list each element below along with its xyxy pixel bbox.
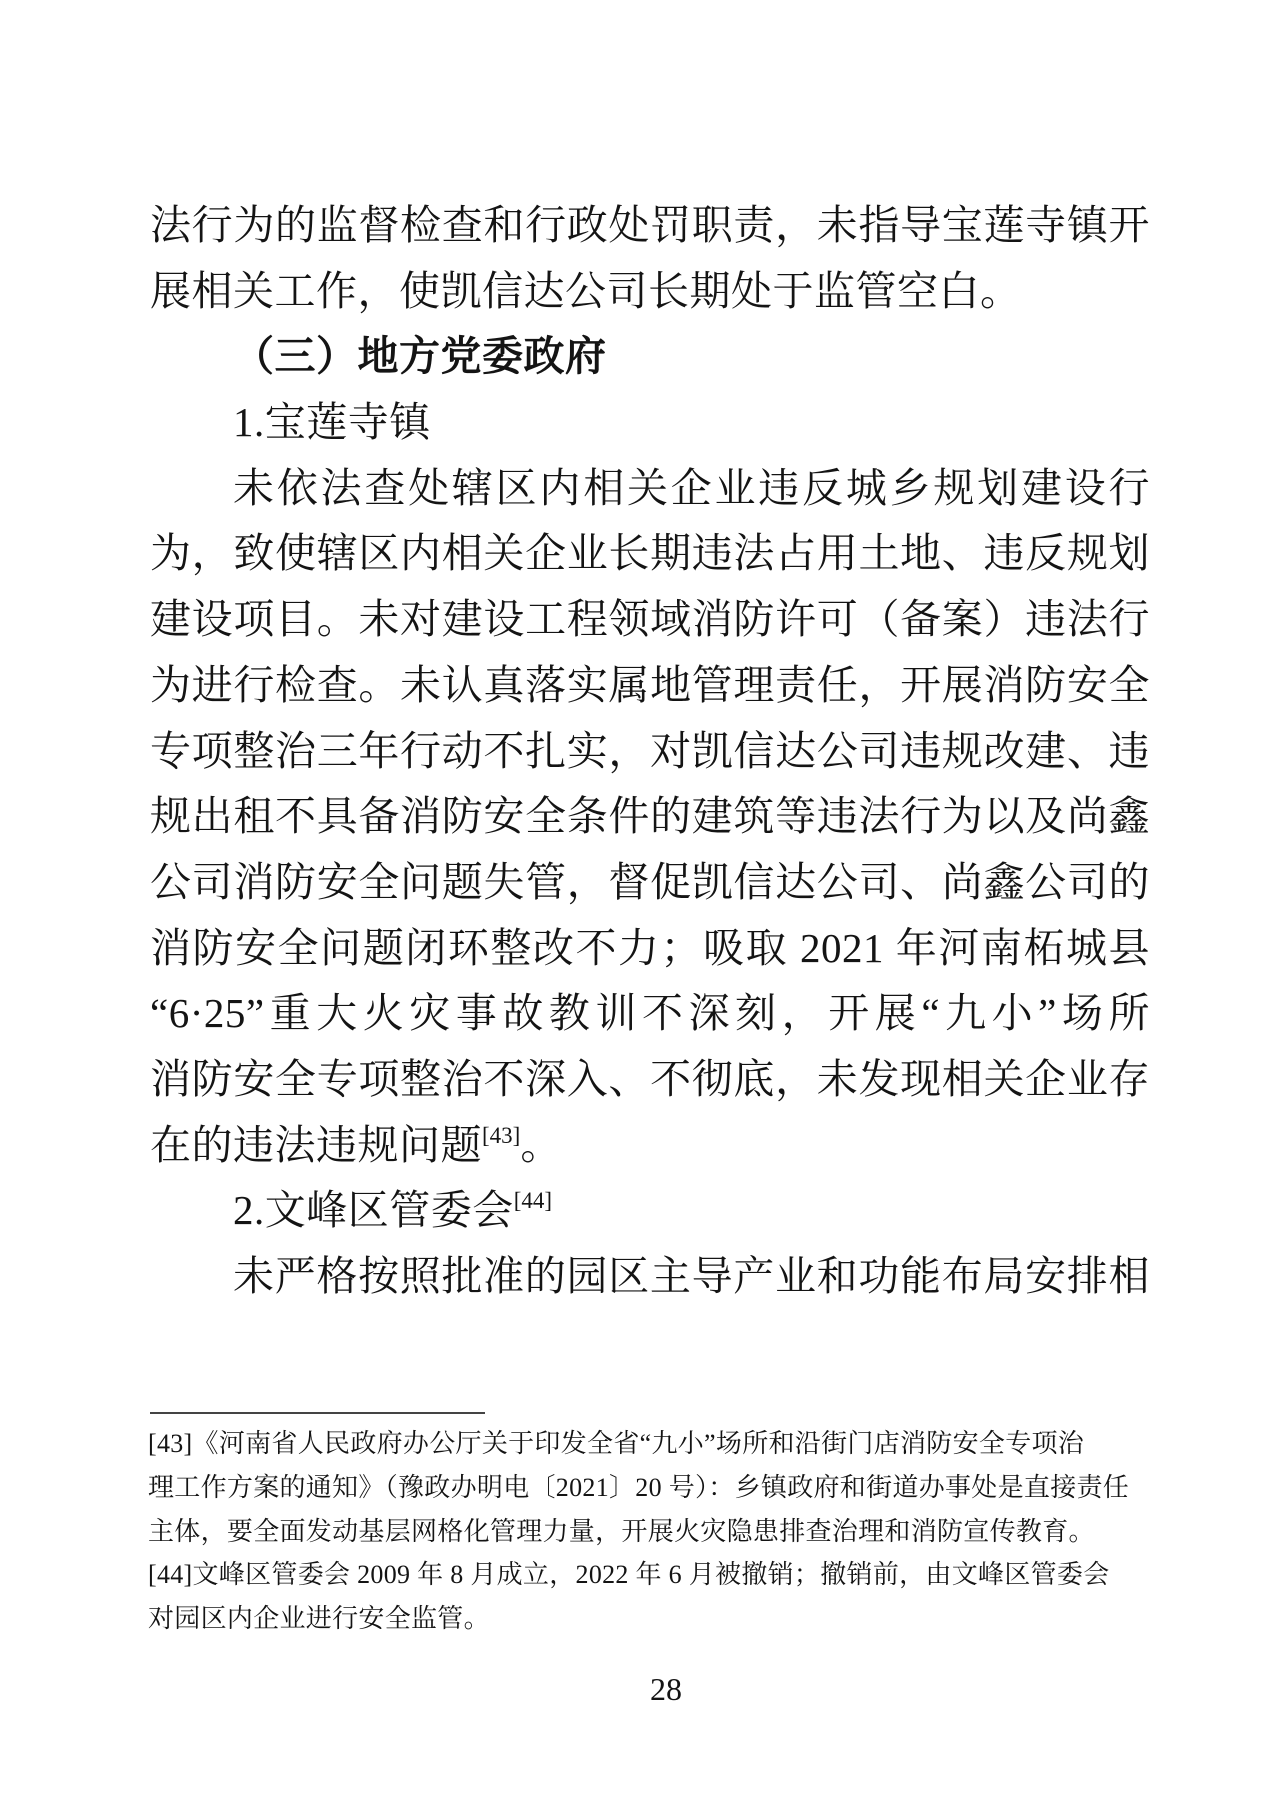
- section-heading: [150, 324, 1150, 390]
- paragraph-line: [150, 521, 1150, 587]
- footnote-ref: [44]: [513, 1188, 553, 1214]
- text-segment: “6·25”重大火灾事故教训不深刻，开展“九小”场所: [150, 990, 1150, 1037]
- footnote-line: [44]文峰区管委会 2009 年 8 月成立，2022 年 6 月被撤销；撤销前，由文峰区管委会: [148, 1560, 1110, 1590]
- paragraph-line: [150, 1047, 1150, 1113]
- paragraph-line: [150, 850, 1150, 916]
- paragraph-line: [150, 259, 1150, 325]
- paragraph-line: [150, 719, 1150, 785]
- body-text: [150, 193, 1150, 1310]
- text-segment: 专项整治三年行动不扎实，对凯信达公司违规改建、违: [150, 727, 1150, 774]
- text-segment: 法行为的监督检查和行政处罚职责，未指导宝莲寺镇开: [150, 202, 1150, 248]
- footnote-ref: [43]: [482, 1122, 521, 1148]
- text-segment: 展相关工作，使凯信达公司长期处于监管空白。: [150, 267, 1022, 314]
- text-segment: 规出租不具备消防安全条件的建筑等违法行为以及尚鑫: [150, 793, 1150, 840]
- footnote-line: 理工作方案的通知》（豫政办明电〔2021〕20 号）：乡镇政府和街道办事处是直接责任: [148, 1472, 1130, 1502]
- footnote-line: [43]《河南省人民政府办公厅关于印发全省“九小”场所和沿街门店消防安全专项治: [148, 1429, 1085, 1458]
- subsection-heading: [150, 390, 1150, 456]
- text-segment: 消防安全问题闭环整改不力；吸取 2021 年河南柘城县: [150, 924, 1150, 971]
- text-segment: （三）地方党委政府: [233, 333, 607, 380]
- text-segment: 2.文峰区管委会: [233, 1187, 514, 1234]
- page-number: 28: [650, 1671, 682, 1707]
- paragraph-line: [150, 653, 1150, 719]
- footnote-area: [148, 1422, 1158, 1641]
- text-segment: 未依法查处辖区内相关企业违反城乡规划建设行: [233, 464, 1150, 511]
- text-segment: 。: [520, 1121, 562, 1168]
- paragraph-line: [150, 456, 1150, 522]
- paragraph-line: [150, 916, 1150, 982]
- paragraph-line: [150, 587, 1150, 653]
- text-segment: 建设项目。未对建设工程领域消防许可（备案）违法行: [150, 596, 1150, 643]
- text-segment: 公司消防安全问题失管，督促凯信达公司、尚鑫公司的: [150, 858, 1150, 905]
- paragraph-line: [150, 1244, 1150, 1310]
- text-segment: 1.宝莲寺镇: [233, 399, 431, 446]
- footnote-separator: [150, 1412, 485, 1414]
- footnote-line: 对园区内企业进行安全监管。: [148, 1604, 490, 1634]
- paragraph-line: [150, 193, 1150, 259]
- text-segment: 未严格按照批准的园区主导产业和功能布局安排相: [233, 1253, 1150, 1299]
- subsection-heading: [150, 1178, 1150, 1244]
- paragraph-line: [150, 1113, 1150, 1179]
- paragraph-line: [150, 784, 1150, 850]
- paragraph-line: [150, 981, 1150, 1047]
- text-segment: 为，致使辖区内相关企业长期违法占用土地、违反规划: [150, 530, 1150, 577]
- text-segment: 在的违法违规问题: [150, 1121, 482, 1168]
- text-segment: 消防安全专项整治不深入、不彻底，未发现相关企业存: [150, 1055, 1150, 1102]
- text-segment: 为进行检查。未认真落实属地管理责任，开展消防安全: [150, 661, 1150, 708]
- footnote-line: 主体，要全面发动基层网格化管理力量，开展火灾隐患排查治理和消防宣传教育。: [148, 1516, 1095, 1546]
